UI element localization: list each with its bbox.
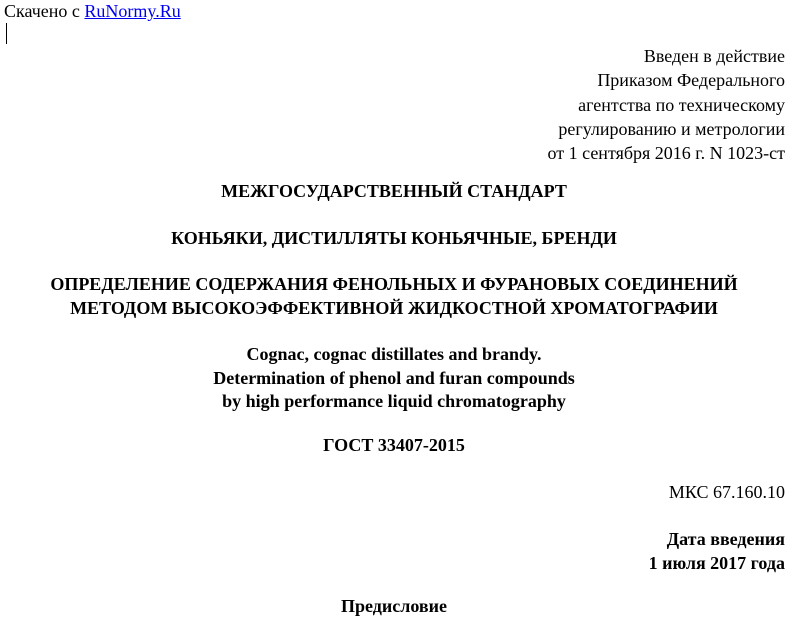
download-prefix: Скачено с (4, 1, 85, 21)
text-cursor (6, 23, 7, 44)
standard-type-heading: МЕЖГОСУДАРСТВЕННЫЙ СТАНДАРТ (221, 181, 567, 201)
approval-block (385, 44, 785, 165)
approval-line: агентства по техническому (578, 94, 785, 115)
mks-code: МКС 67.160.10 (668, 482, 785, 502)
method-title-line: ОПРЕДЕЛЕНИЕ СОДЕРЖАНИЯ ФЕНОЛЬНЫХ И ФУРАНОВЫХ СОЕДИНЕНИЙ (50, 274, 738, 294)
foreword-heading: Предисловие (341, 596, 447, 616)
english-title-line: Determination of phenol and furan compounds (213, 367, 575, 388)
method-title-line: МЕТОДОМ ВЫСОКОЭФФЕКТИВНОЙ ЖИДКОСТНОЙ ХРОМАТОГРАФИИ (70, 297, 718, 318)
english-title-line: by high performance liquid chromatography (222, 391, 566, 411)
products-title: КОНЬЯКИ, ДИСТИЛЛЯТЫ КОНЬЯЧНЫЕ, БРЕНДИ (171, 228, 617, 248)
approval-line: регулированию и метрологии (558, 118, 785, 139)
english-title (0, 343, 788, 414)
method-title (0, 273, 788, 320)
approval-line: Приказом Федерального (597, 70, 785, 91)
download-source-line (4, 0, 181, 22)
english-title-line: Cognac, cognac distillates and brandy. (246, 344, 542, 364)
introduction-date-block (649, 527, 785, 575)
introduction-date-value: 1 июля 2017 года (648, 553, 785, 573)
approval-line: Введен в действие (643, 46, 785, 66)
approval-line: от 1 сентября 2016 г. N 1023-ст (547, 143, 785, 164)
runormy-link[interactable]: RuNormy.Ru (84, 1, 181, 21)
gost-number: ГОСТ 33407-2015 (323, 435, 465, 455)
introduction-date-label: Дата введения (666, 529, 785, 549)
